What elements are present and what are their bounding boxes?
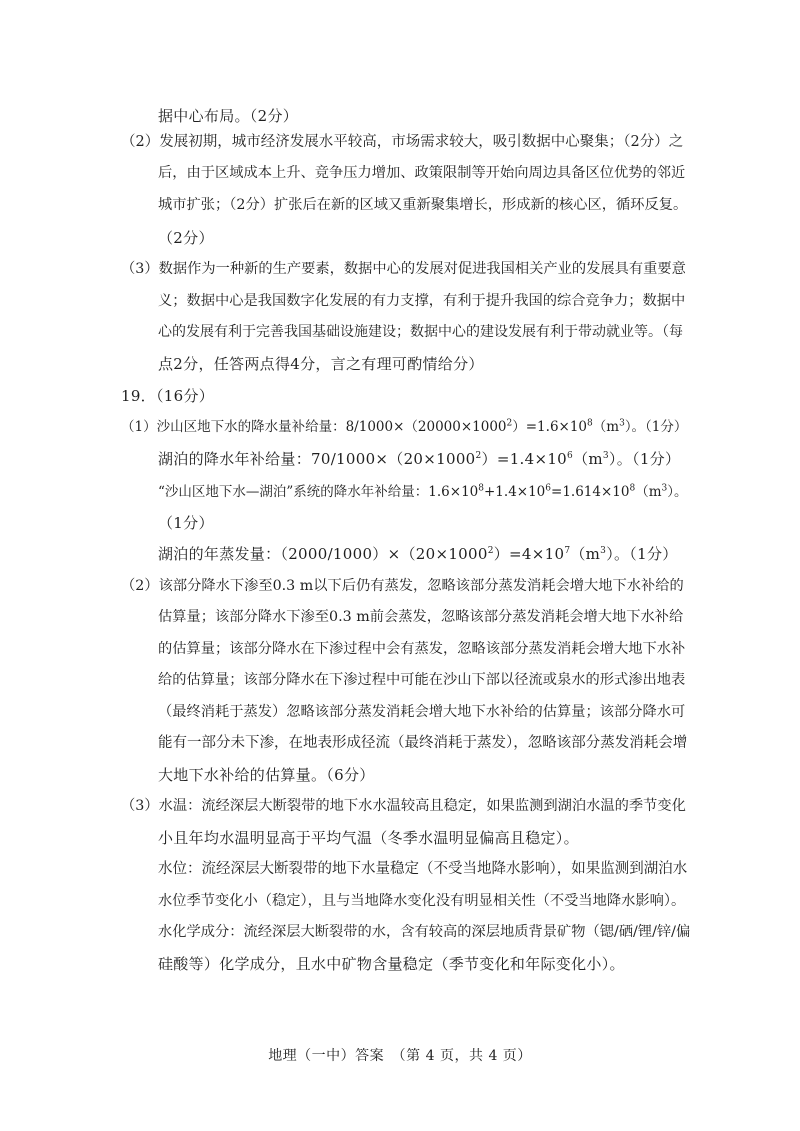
q18-p3-line1: （3）数据作为一种新的生产要素，数据中心的发展对促进我国相关产业的发展具有重要意 xyxy=(121,261,686,277)
q18-p2-line1: （2）发展初期，城市经济发展水平较高，市场需求较大，吸引数据中心聚集；（2分）之 xyxy=(121,134,684,150)
q19-p2-line3: 的估算量；该部分降水在下渗过程中会有蒸发，忽略该部分蒸发消耗会增大地下水补 xyxy=(158,641,686,657)
q19-header: 19．（16分） xyxy=(121,387,215,405)
q19-p1-line2: 湖泊的降水年补给量：$70/1000\times(20\times 1000^2)=1.4\times 10^6(m^3)$。（1分） xyxy=(158,450,681,468)
q18-p3-line3: 心的发展有利于完善我国基础设施建设；数据中心的建设发展有利于带动就业等。（每 xyxy=(158,324,683,340)
q19-p3-line3: 水位：流经深层大断裂带的地下水量稳定（不受当地降水影响），如果监测到湖泊水 xyxy=(158,861,688,877)
q19-p2-line7: 大地下水补给的估算量。（6分） xyxy=(158,766,375,784)
q18-p1-tail: 据中心布局。（2分） xyxy=(158,107,299,125)
q19-p3-line5: 水化学成分：流经深层大断裂带的水，含有较高的深层地质背景矿物（锶/硒/锂/锌/偏 xyxy=(158,924,691,940)
q18-p3-line2: 义；数据中心是我国数字化发展的有力支撑，有利于提升我国的综合竞争力；数据中 xyxy=(158,293,686,309)
q19-p3-line4: 水位季节变化小（稳定），且与当地降水变化没有明显相关性（不受当地降水影响）。 xyxy=(158,893,686,909)
q18-p2-line4: （2分） xyxy=(158,229,214,247)
q19-p2-line4: 给的估算量；该部分降水在下渗过程中可能在沙山下部以径流或泉水的形式渗出地表 xyxy=(158,672,686,688)
q19-p2-line2: 估算量；该部分降水下渗至0.3 m前会蒸发，忽略该部分蒸发消耗会增大地下水补给 xyxy=(158,609,684,625)
q19-p1-line3: “沙山区地下水—湖泊”系统的降水年补给量：$1.6\times 10^8+1.4\times 10^6=1.614\times 10^8(m^3)$。 xyxy=(158,483,688,500)
page-footer: 地理（一中）答案 （第 4 页，共 4 页） xyxy=(268,1048,532,1064)
q19-p2-line6: 能有一部分未下渗，在地表形成径流（最终消耗于蒸发），忽略该部分蒸发消耗会增 xyxy=(158,735,688,751)
q19-p3-line2: 小且年均水温明显高于平均气温（冬季水温明显偏高且稳定）。 xyxy=(158,829,579,847)
q18-p2-line3: 城市扩张；（2分）扩张后在新的区域又重新聚集增长，形成新的核心区，循环反复。 xyxy=(158,197,688,213)
q19-p2-line1: （2）该部分降水下渗至0.3 m以下后仍有蒸发，忽略该部分蒸发消耗会增大地下水补给的 xyxy=(121,578,684,594)
q19-p3-line6: 硅酸等）化学成分，且水中矿物含量稳定（季节变化和年际变化小）。 xyxy=(158,955,625,973)
q19-p3-line1: （3）水温：流经深层大断裂带的地下水水温较高且稳定，如果监测到湖泊水温的季节变化 xyxy=(121,798,686,814)
q18-p2-line2: 后，由于区域成本上升、竞争压力增加、政策限制等开始向周边具备区位优势的邻近 xyxy=(158,165,686,181)
q19-p2-line5: （最终消耗于蒸发）忽略该部分蒸发消耗会增大地下水补给的估算量；该部分降水可 xyxy=(158,704,686,720)
q19-p1-line1: （1）沙山区地下水的降水量补给量：$8/1000\times(20000\times 1000^2)=1.6\times 10^8(m^3)$。（1分） xyxy=(121,418,688,435)
q19-p1-line4: （1分） xyxy=(158,514,214,532)
q19-p1-line5: 湖泊的年蒸发量：$(2000/1000)\times(20\times 1000^2)=4\times 10^7(m^3)$。（1分） xyxy=(158,545,678,563)
q18-p3-line4: 点2分，任答两点得4分，言之有理可酌情给分） xyxy=(158,355,484,373)
